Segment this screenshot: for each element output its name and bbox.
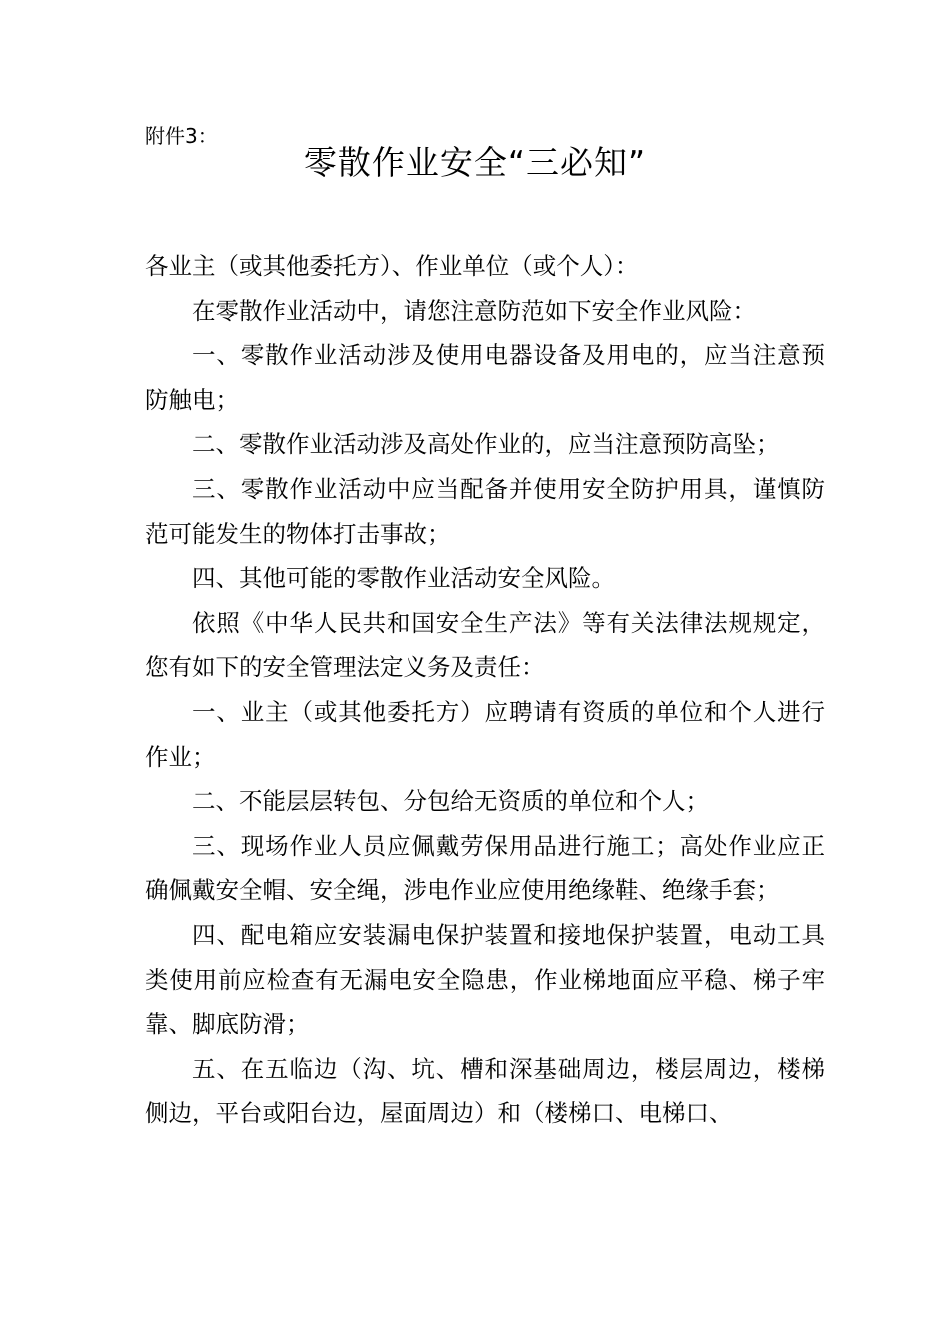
attachment-label: 附件3： bbox=[145, 124, 218, 148]
document-body bbox=[145, 244, 825, 1136]
document-title: 零散作业安全“三必知” bbox=[303, 143, 647, 182]
legal-basis-paragraph: 依照《中华人民共和国安全生产法》等有关法律法规规定，您有如下的安全管理法定义务及责任： bbox=[145, 608, 825, 682]
duty-item-5: 五、在五临边（沟、坑、槽和深基础周边，楼层周边，楼梯侧边，平台或阳台边，屋面周边）和（楼梯口、电梯口、 bbox=[145, 1054, 825, 1128]
intro-paragraph: 在零散作业活动中，请您注意防范如下安全作业风险： bbox=[192, 296, 756, 325]
duty-item-1: 一、业主（或其他委托方）应聘请有资质的单位和个人进行作业； bbox=[145, 697, 825, 771]
risk-item-3: 三、零散作业活动中应当配备并使用安全防护用具，谨慎防范可能发生的物体打击事故； bbox=[145, 474, 825, 548]
risk-item-1: 一、零散作业活动涉及使用电器设备及用电的，应当注意预防触电； bbox=[145, 341, 825, 414]
risk-item-2: 二、零散作业活动涉及高处作业的，应当注意预防高坠； bbox=[192, 430, 780, 459]
duty-item-3: 三、现场作业人员应佩戴劳保用品进行施工；高处作业应正确佩戴安全帽、安全绳，涉电作业应使用绝缘鞋、绝缘手套； bbox=[145, 831, 825, 905]
risk-item-4: 四、其他可能的零散作业活动安全风险。 bbox=[192, 564, 615, 593]
duty-item-2: 二、不能层层转包、分包给无资质的单位和个人； bbox=[192, 787, 709, 816]
salutation-paragraph: 各业主（或其他委托方）、作业单位（或个人）： bbox=[145, 252, 639, 280]
duty-item-4: 四、配电箱应安装漏电保护装置和接地保护装置，电动工具类使用前应检查有无漏电安全隐患，作业梯地面应平稳、梯子牢靠、脚底防滑； bbox=[145, 920, 825, 1039]
